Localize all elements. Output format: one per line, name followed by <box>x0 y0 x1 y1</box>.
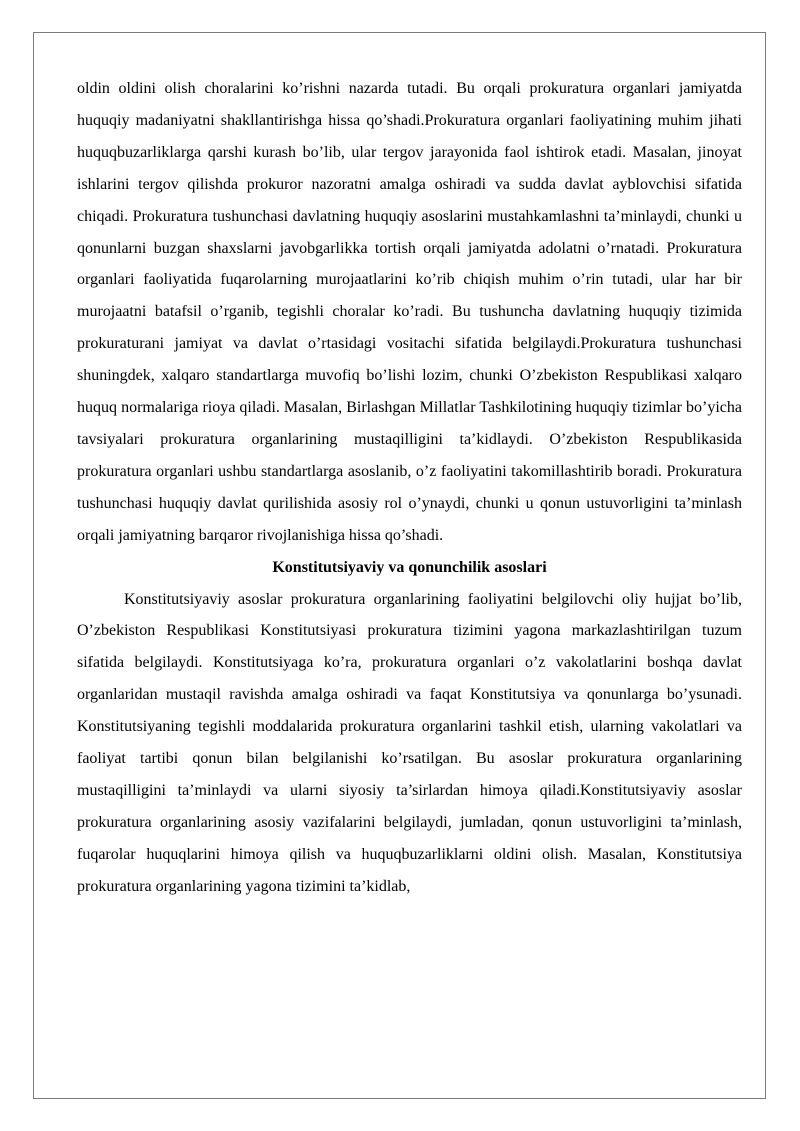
body-paragraph-constitutional: Konstitutsiyaviy asoslar prokuratura organlarining faoliyatini belgilovchi oliy hujjat bo’lib, O’zbekiston Respublikasi Konstitutsiyasi prokuratura tizimini yagona markazlashtirilgan tuzum sifatida belgilaydi. Konstitutsiyaga ko’ra, prokuratura organlari o’z vakolatlarini boshqa davlat organlaridan mustaqil ravishda amalga oshiradi va faqat Konstitutsiya va qonunlarga bo’ysunadi. Konstitutsiyaning tegishli moddalarida prokuratura organlarini tashkil etish, ularning vakolatlari va faoliyat tartibi qonun bilan belgilanishi ko’rsatilgan. Bu asoslar prokuratura organlarining mustaqilligini ta’minlaydi va ularni siyosiy ta’sirlardan himoya qiladi.Konstitutsiyaviy asoslar prokuratura organlarining asosiy vazifalarini belgilaydi, jumladan, qonun ustuvorligini ta’minlash, fuqarolar huquqlarini himoya qilish va huquqbuzarliklarni oldini olish. Masalan, Konstitutsiya prokuratura organlarining yagona tizimini ta’kidlab, <box>77 590 742 895</box>
document-body <box>77 73 742 903</box>
body-paragraph-continued: oldin oldini olish choralarini ko’rishni nazarda tutadi. Bu orqali prokuratura organlari jamiyatda huquqiy madaniyatni shakllantirishga hissa qo’shadi.Prokuratura organlari faoliyatining muhim jihati huquqbuzarliklarga qarshi kurash bo’lib, ular tergov jarayonida faol ishtirok etadi. Masalan, jinoyat ishlarini tergov qilishda prokuror nazoratni amalga oshiradi va sudda davlat ayblovchisi sifatida chiqadi. Prokuratura tushunchasi davlatning huquqiy asoslarini mustahkamlashni ta’minlaydi, chunki u qonunlarni buzgan shaxslarni javobgarlikka tortish orqali jamiyatda adolatni o’rnatadi. Prokuratura organlari faoliyatida fuqarolarning murojaatlarini ko’rib chiqish muhim o’rin tutadi, ular har bir murojaatni batafsil o’rganib, tegishli choralar ko’radi. Bu tushuncha davlatning huquqiy tizimida prokuraturani jamiyat va davlat o’rtasidagi vositachi sifatida belgilaydi.Prokuratura tushunchasi shuningdek, xalqaro standartlarga muvofiq bo’lishi lozim, chunki O’zbekiston Respublikasi xalqaro huquq normalariga rioya qiladi. Masalan, Birlashgan Millatlar Tashkilotining huquqiy tizimlar bo’yicha tavsiyalari prokuratura organlarining mustaqilligini ta’kidlaydi. O’zbekiston Respublikasida prokuratura organlari ushbu standartlarga asoslanib, o’z faoliyatini takomillashtirib boradi. Prokuratura tushunchasi huquqiy davlat qurilishida asosiy rol o’ynaydi, chunki u qonun ustuvorligini ta’minlash orqali jamiyatning barqaror rivojlanishiga hissa qo’shadi. <box>77 80 742 544</box>
section-heading: Konstitutsiyaviy va qonunchilik asoslari <box>272 558 547 576</box>
